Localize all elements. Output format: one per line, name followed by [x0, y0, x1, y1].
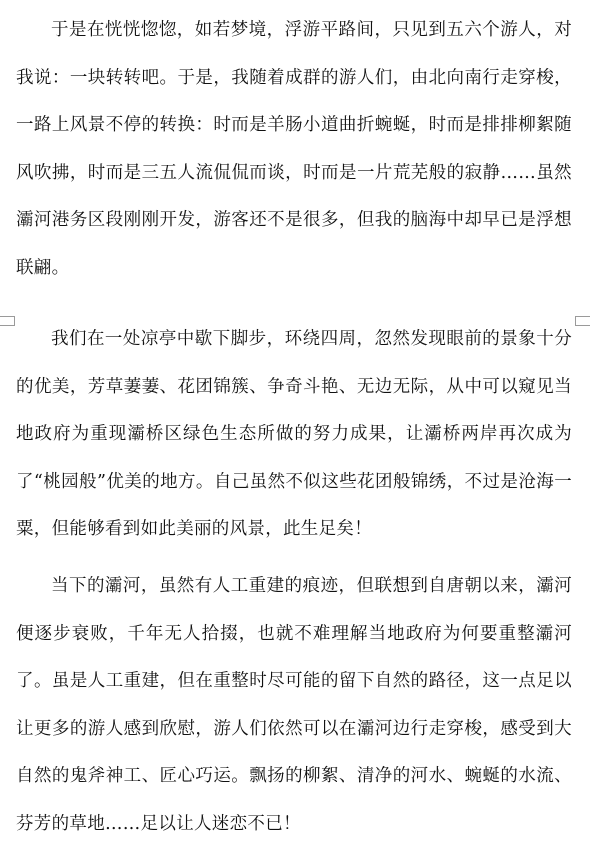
paragraph-3: 当下的灞河，虽然有人工重建的痕迹，但联想到自唐朝以来，灞河便逐步衰败，千年无人拾掇，也就不难理解当地政府为何要重整灞河了。虽是人工重建，但在重整时尽可能的留下自然的路径，这一点足以让更多的游人感到欣慰，游人们依然可以在灞河边行走穿梭，感受到大自然的鬼斧神工、匠心巧运。飘扬的柳絮、清净的河水、蜿蜒的水流、芬芳的草地……足以让人迷恋不已！ — [16, 576, 572, 834]
left-margin-marker — [0, 316, 15, 326]
paragraph-2: 我们在一处凉亭中歇下脚步，环绕四周，忽然发现眼前的景象十分的优美，芳草萋萋、花团锦簇、争奇斗艳、无边无际，从中可以窥见当地政府为重现灞桥区绿色生态所做的努力成果，让灞桥两岸再次成为了“桃园般”优美的地方。自己虽然不似这些花团般锦绣，不过是沧海一粟，但能够看到如此美丽的风景，此生足矣！ — [16, 329, 572, 539]
right-margin-marker — [575, 316, 590, 326]
paragraph-1: 于是在恍恍惚惚，如若梦境，浮游平路间，只见到五六个游人，对我说：一块转转吧。于是，我随着成群的游人们，由北向南行走穿梭，一路上风景不停的转换：时而是羊肠小道曲折蜿蜒，时而是排排柳絮随风吹拂，时而是三五人流侃侃而谈，时而是一片荒芜般的寂静……虽然灞河港务区段刚刚开发，游客还不是很多，但我的脑海中却早已是浮想联翩。 — [16, 20, 572, 278]
